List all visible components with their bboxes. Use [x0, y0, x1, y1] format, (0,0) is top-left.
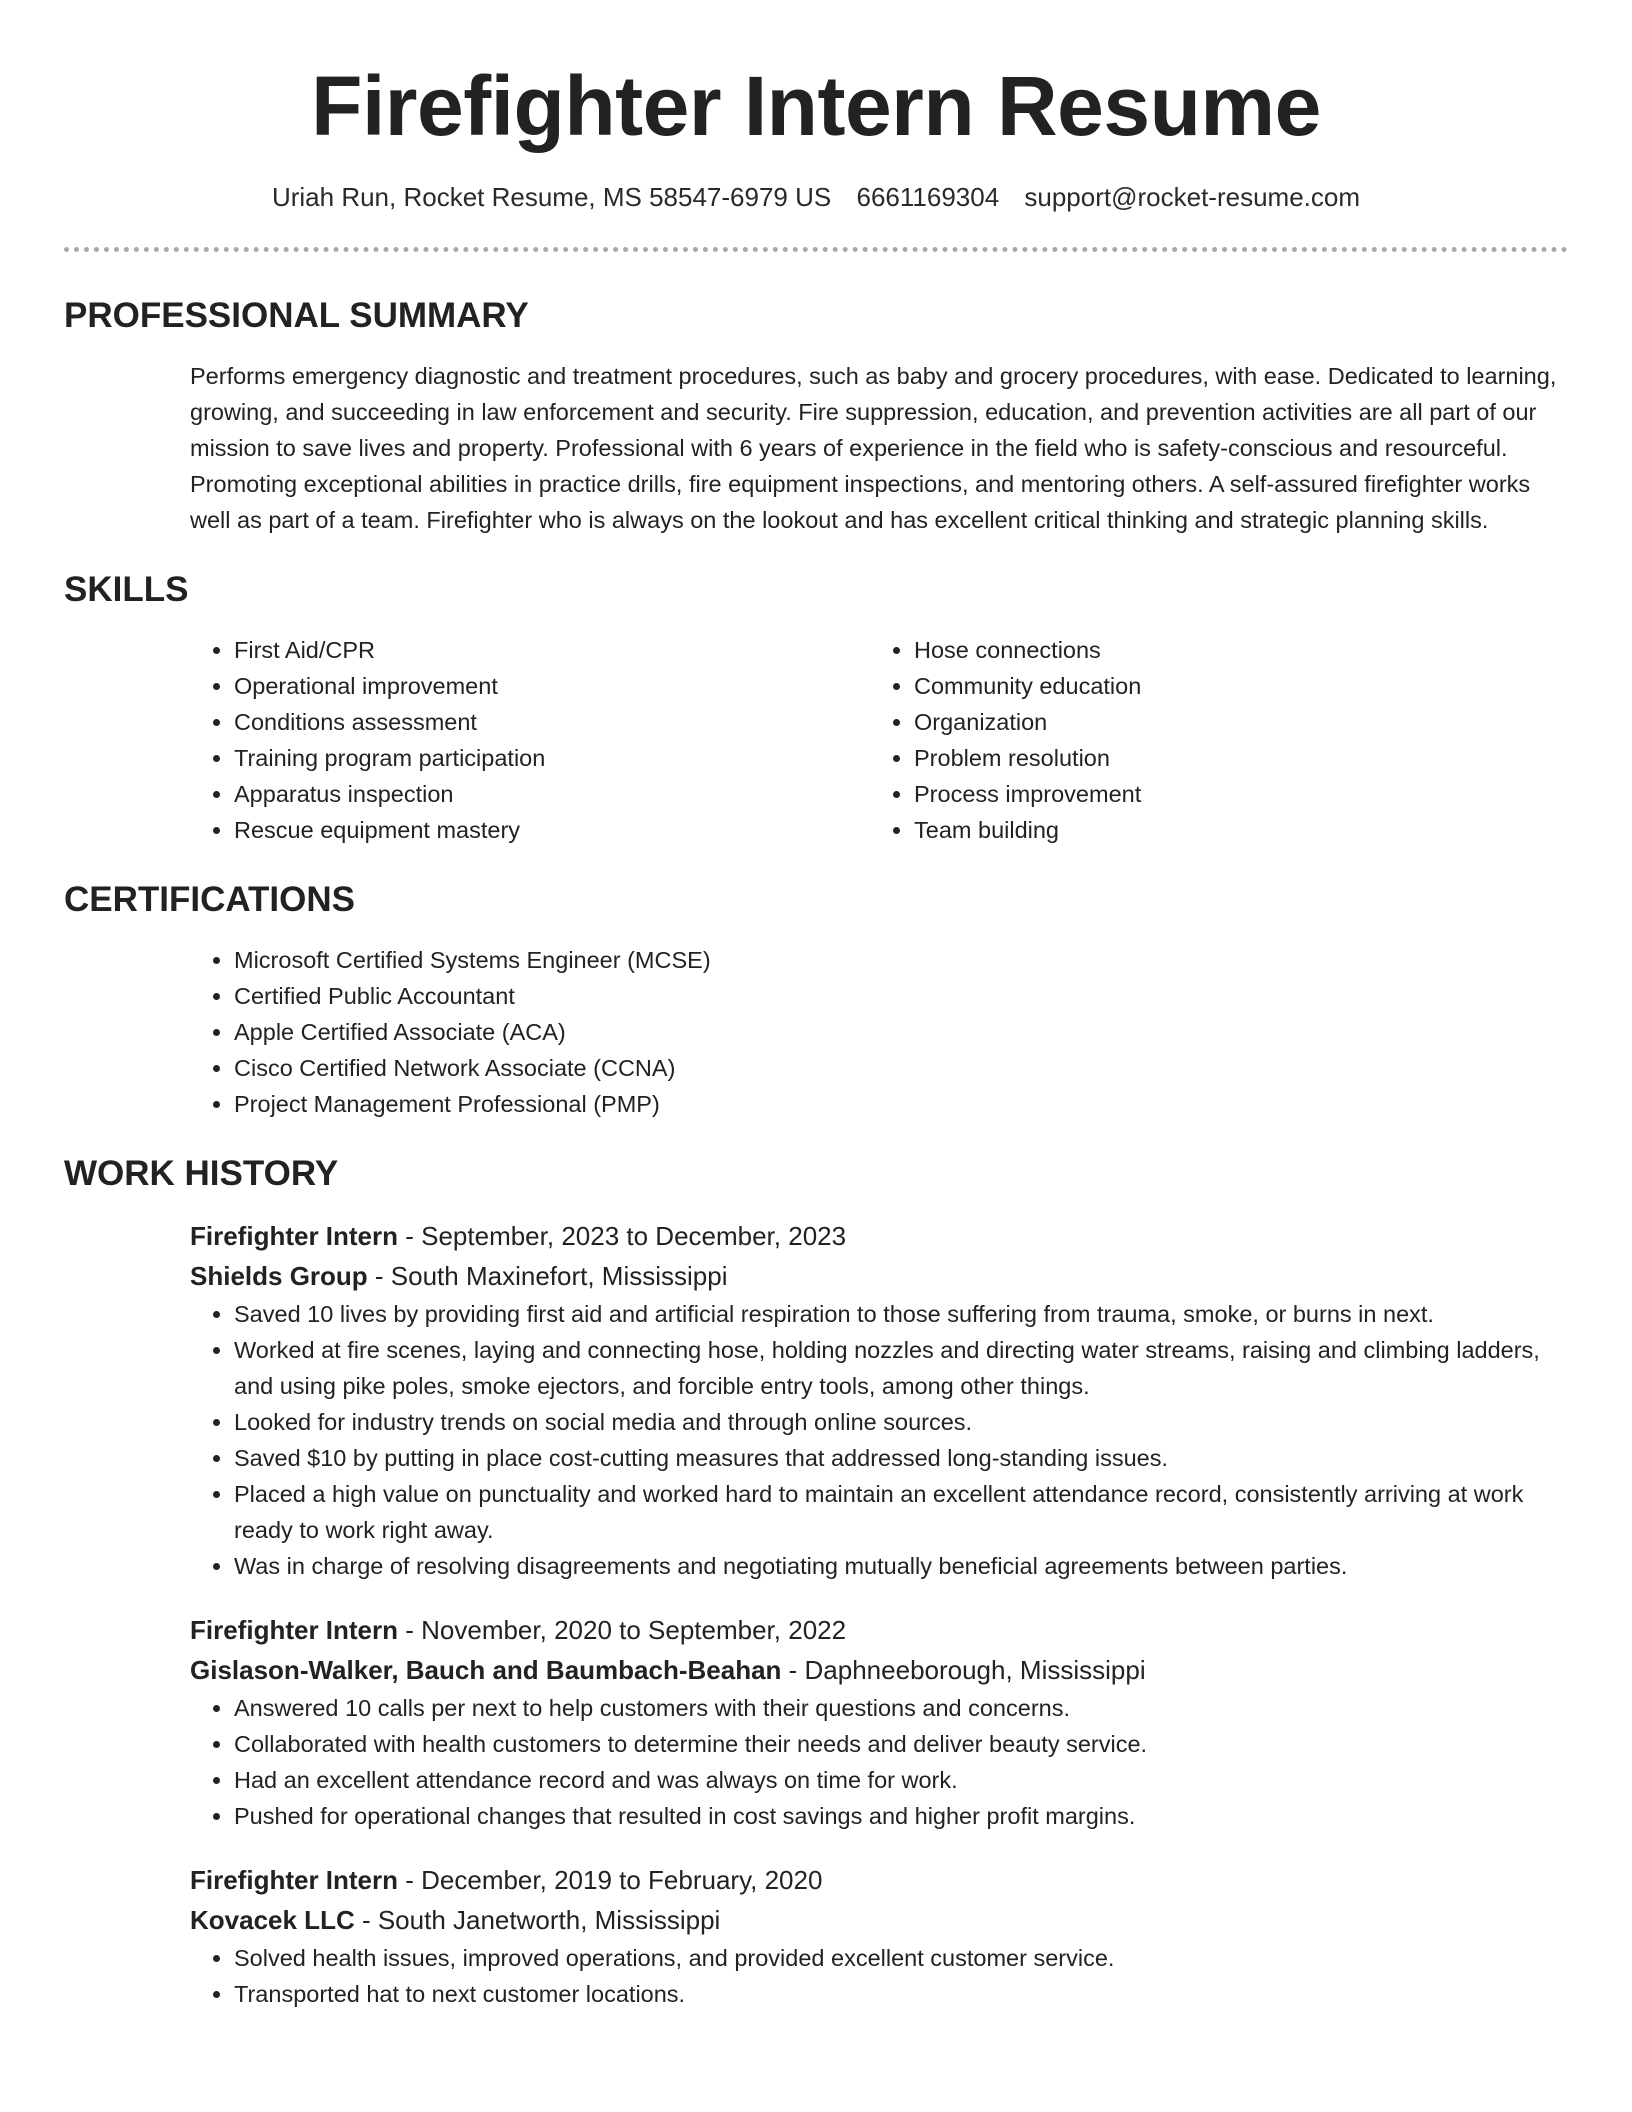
list-item: • Worked at fire scenes, laying and connecting hose, holding nozzles and directing water streams, raising and climbing ladders, and using pike poles, smoke ejectors, and forcible entry tools, among other things. [234, 1332, 1568, 1404]
contact-phone: 6661169304 [856, 182, 1000, 212]
list-item: • Pushed for operational changes that resulted in cost savings and higher profit margins. [234, 1798, 1568, 1834]
list-item: • Placed a high value on punctuality and worked hard to maintain an excellent attendance record, consistently arriving at work ready to work right away. [234, 1476, 1568, 1548]
certifications-list [190, 942, 1568, 1122]
job-bullets [190, 1940, 1568, 2012]
job-location: - South Janetworth, Mississippi [354, 1905, 721, 1935]
job-entry [190, 1860, 1568, 2012]
list-item: • Looked for industry trends on social media and through online sources. [234, 1404, 1568, 1440]
list-item: • Cisco Certified Network Associate (CCNA) [234, 1050, 1568, 1086]
job-location: - Daphneeborough, Mississippi [781, 1655, 1146, 1685]
job-company-line [190, 1900, 1568, 1940]
job-title: Firefighter Intern [190, 1615, 399, 1645]
summary-heading: PROFESSIONAL SUMMARY [64, 296, 529, 335]
list-item: • Apparatus inspection [234, 776, 870, 812]
list-item: • Microsoft Certified Systems Engineer (MCSE) [234, 942, 1568, 978]
list-item: • Community education [914, 668, 1550, 704]
job-location: - South Maxinefort, Mississippi [367, 1261, 728, 1291]
list-item: • Transported hat to next customer locations. [234, 1976, 1568, 2012]
skills-heading: SKILLS [64, 570, 189, 609]
list-item: • Project Management Professional (PMP) [234, 1086, 1568, 1122]
skills-section [64, 568, 1568, 848]
list-item: • Problem resolution [914, 740, 1550, 776]
list-item: • Rescue equipment mastery [234, 812, 870, 848]
header-divider [64, 247, 1568, 252]
skills-list-left [190, 632, 870, 848]
job-company: Kovacek LLC [190, 1905, 355, 1935]
resume-title: Firefighter Intern Resume [311, 59, 1321, 153]
list-item: • Collaborated with health customers to determine their needs and deliver beauty service. [234, 1726, 1568, 1762]
contact-line [64, 180, 1568, 214]
job-title-line [190, 1610, 1568, 1650]
list-item: • Answered 10 calls per next to help customers with their questions and concerns. [234, 1690, 1568, 1726]
job-dates: - September, 2023 to December, 2023 [398, 1221, 847, 1251]
list-item: • Training program participation [234, 740, 870, 776]
job-entry [190, 1610, 1568, 1834]
list-item: • Conditions assessment [234, 704, 870, 740]
list-item: • Hose connections [914, 632, 1550, 668]
contact-address: Uriah Run, Rocket Resume, MS 58547-6979 US [271, 182, 832, 212]
list-item: • Organization [914, 704, 1550, 740]
job-title: Firefighter Intern [190, 1221, 399, 1251]
job-company-line [190, 1256, 1568, 1296]
job-entry [190, 1216, 1568, 1584]
list-item: • Saved $10 by putting in place cost-cutting measures that addressed long-standing issues. [234, 1440, 1568, 1476]
job-bullets [190, 1296, 1568, 1584]
summary-text: Performs emergency diagnostic and treatment procedures, such as baby and grocery procedures, with ease. Dedicated to learning, growing, and succeeding in law enforcement and security. Fire suppression, education, and prevention activities are all part of our mission to save lives and property. Professional with 6 years of experience in the field who is safety-conscious and resourceful. Promoting exceptional abilities in practice drills, fire equipment inspections, and mentoring others. A self-assured firefighter works well as part of a team. Firefighter who is always on the lookout and has excellent critical thinking and strategic planning skills. [190, 363, 1557, 533]
skills-column-left [190, 632, 870, 848]
job-company: Shields Group [190, 1261, 368, 1291]
job-bullets [190, 1690, 1568, 1834]
list-item: • Apple Certified Associate (ACA) [234, 1014, 1568, 1050]
summary-section [64, 294, 1568, 538]
job-title-line [190, 1216, 1568, 1256]
job-company-line [190, 1650, 1568, 1690]
job-dates: - December, 2019 to February, 2020 [398, 1865, 823, 1895]
contact-email: support@rocket-resume.com [1024, 182, 1361, 212]
list-item: • Operational improvement [234, 668, 870, 704]
list-item: • Was in charge of resolving disagreements and negotiating mutually beneficial agreements between parties. [234, 1548, 1568, 1584]
job-company: Gislason-Walker, Bauch and Baumbach-Beahan [190, 1655, 782, 1685]
list-item: • Certified Public Accountant [234, 978, 1568, 1014]
job-dates: - November, 2020 to September, 2022 [398, 1615, 847, 1645]
certifications-section [64, 878, 1568, 1122]
skills-columns [190, 632, 1568, 848]
list-item: • Had an excellent attendance record and was always on time for work. [234, 1762, 1568, 1798]
certifications-heading: CERTIFICATIONS [64, 880, 356, 919]
skills-list-right [870, 632, 1550, 848]
skills-column-right [870, 632, 1550, 848]
list-item: • Team building [914, 812, 1550, 848]
list-item: • Process improvement [914, 776, 1550, 812]
job-title-line [190, 1860, 1568, 1900]
list-item: • First Aid/CPR [234, 632, 870, 668]
job-title: Firefighter Intern [190, 1865, 399, 1895]
list-item: • Solved health issues, improved operations, and provided excellent customer service. [234, 1940, 1568, 1976]
list-item: • Saved 10 lives by providing first aid and artificial respiration to those suffering from trauma, smoke, or burns in next. [234, 1296, 1568, 1332]
work-history-heading: WORK HISTORY [64, 1154, 339, 1193]
certifications-block [190, 942, 1568, 1122]
work-history-section [64, 1152, 1568, 2012]
